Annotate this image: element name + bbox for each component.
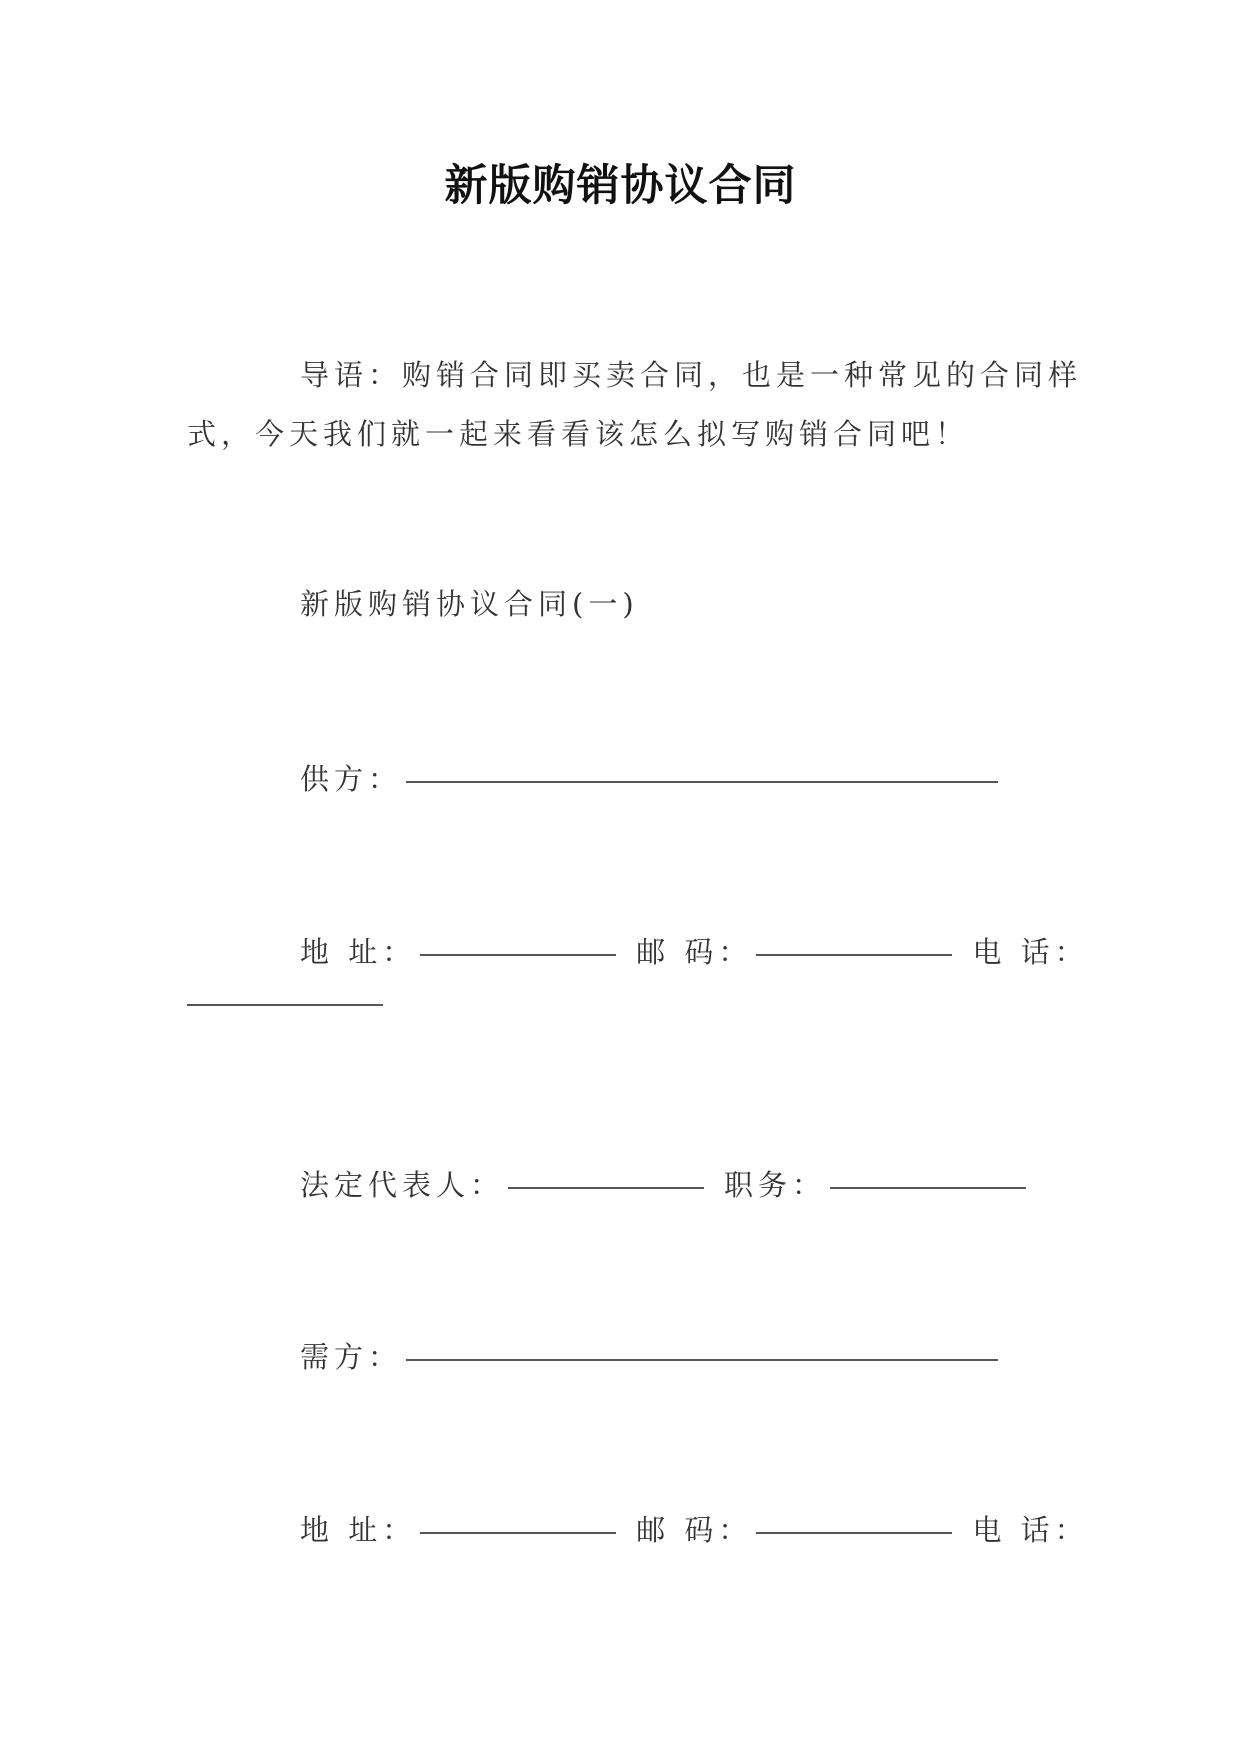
supplier-phone-row [187,985,383,1019]
buyer-contact-row [300,1508,1089,1549]
supplier-name-blank [406,781,998,783]
supplier-rep-blank [508,1187,704,1189]
buyer-address-blank [420,1532,616,1534]
buyer-label: 需方： [300,1340,403,1374]
supplier-address-blank [420,954,616,956]
supplier-phone-blank [187,1004,383,1006]
supplier-postcode-label: 邮 码： [636,935,753,969]
supplier-row [300,757,998,798]
supplier-label: 供方： [300,762,403,796]
buyer-postcode-label: 邮 码： [636,1513,753,1547]
supplier-rep-row [300,1163,1026,1204]
buyer-address-label: 地 址： [300,1513,417,1547]
section-heading: 新版购销协议合同(一) [300,587,639,621]
supplier-position-blank [830,1187,1026,1189]
buyer-phone-label: 电 话： [972,1513,1089,1547]
supplier-address-label: 地 址： [300,935,417,969]
supplier-phone-label: 电 话： [972,935,1089,969]
document-title: 新版购销协议合同 [444,161,797,211]
supplier-postcode-blank [756,954,952,956]
intro-line-2: 式，今天我们就一起来看看该怎么拟写购销合同吧！ [187,417,970,451]
buyer-postcode-blank [756,1532,952,1534]
buyer-row [300,1335,998,1376]
buyer-name-blank [406,1359,998,1361]
supplier-rep-label: 法定代表人： [300,1168,505,1202]
supplier-position-label: 职务： [724,1168,827,1202]
supplier-contact-row [300,930,1089,971]
intro-line-1: 导语：购销合同即买卖合同，也是一种常见的合同样 [300,358,1083,392]
